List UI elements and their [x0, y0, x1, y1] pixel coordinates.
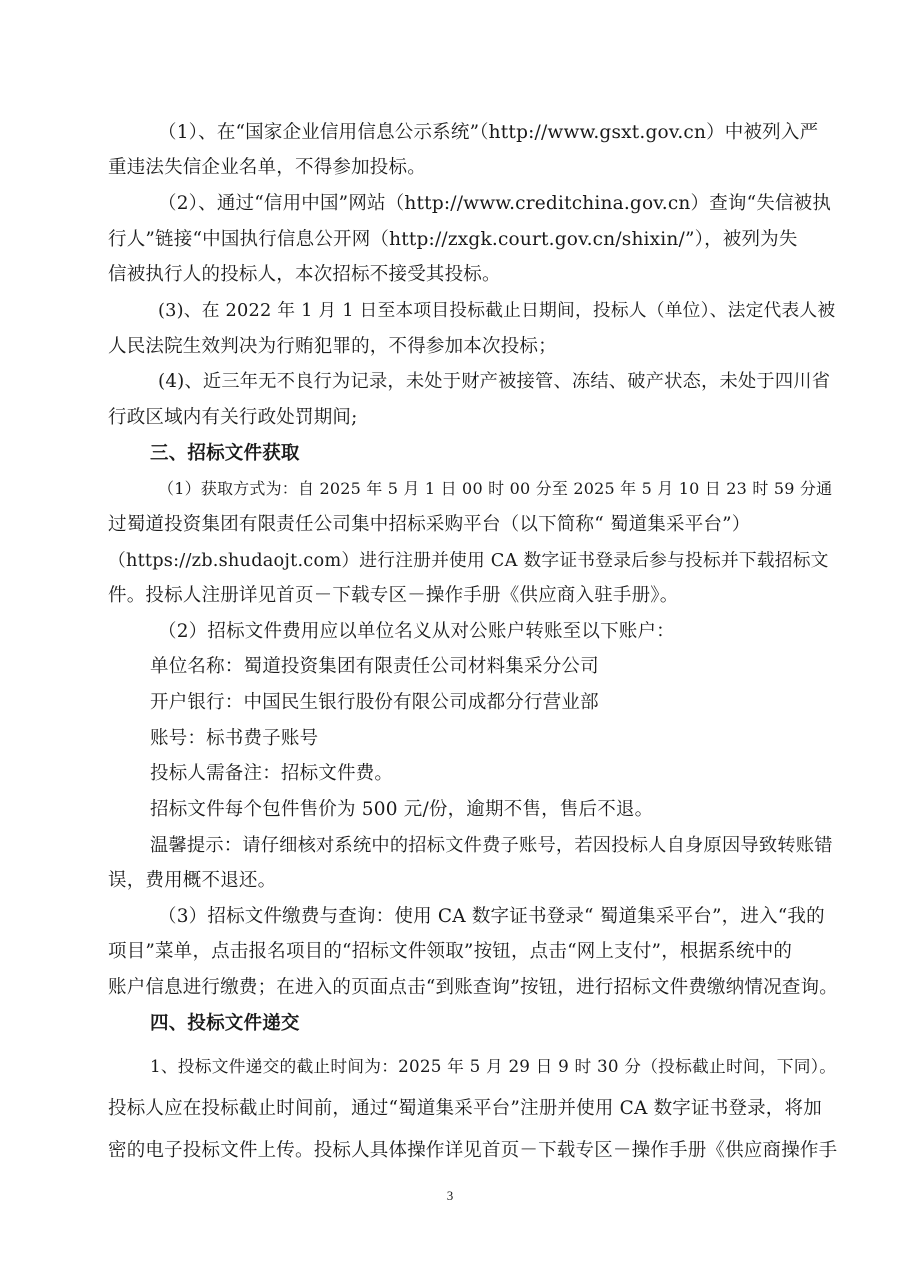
text-line-25: 账户信息进行缴费；在进入的页面点击“到账查询”按钮，进行招标文件费缴纳情况查询。 — [108, 977, 838, 998]
text-line-15: （2）招标文件费用应以单位名义从对公账户转账至以下账户： — [158, 621, 675, 642]
page-number: 3 — [446, 1188, 454, 1203]
text-line-2: 重违法失信企业名单，不得参加投标。 — [108, 157, 426, 178]
text-line-4: 行人”链接“中国执行信息公开网（http://zxgk.court.gov.cn/shixin/”），被列为失 — [108, 229, 798, 250]
text-line-21: 温馨提示：请仔细核对系统中的招标文件费子账号，若因投标人自身原因导致转账错 — [150, 835, 833, 856]
text-line-19: 投标人需备注：招标文件费。 — [150, 763, 394, 784]
text-line-22: 误，费用概不退还。 — [108, 870, 277, 891]
text-line-8: (4)、近三年无不良行为记录，未处于财产被接管、冻结、破产状态，未处于四川省 — [158, 371, 831, 392]
text-line-3: （2）、通过“信用中国”网站（http://www.creditchina.gov.cn）查询“失信被执 — [158, 193, 832, 214]
text-line-18: 账号：标书费子账号 — [150, 728, 319, 749]
text-line-28: 投标人应在投标截止时间前，通过“蜀道集采平台”注册并使用 CA 数字证书登录，将加 — [108, 1098, 822, 1119]
section-heading-4: 四、投标文件递交 — [150, 1013, 300, 1034]
text-line-11: （1）获取方式为：自 2025 年 5 月 1 日 00 时 00 分至 2025 年 5 月 10 日 23 时 59 分通 — [158, 479, 833, 498]
text-line-14: 件。投标人注册详见首页－下载专区－操作手册《供应商入驻手册》。 — [108, 585, 679, 606]
section-heading-3: 三、招标文件获取 — [150, 443, 300, 464]
text-line-16: 单位名称：蜀道投资集团有限责任公司材料集采分公司 — [150, 656, 599, 677]
text-line-29: 密的电子投标文件上传。投标人具体操作详见首页－下载专区－操作手册《供应商操作手 — [108, 1140, 838, 1161]
text-line-24: 项目”菜单，点击报名项目的“招标文件领取”按钮，点击“网上支付”，根据系统中的 — [108, 941, 793, 962]
text-line-27: 1、投标文件递交的截止时间为：2025 年 5 月 29 日 9 时 30 分（投标截止时间，下同）。 — [150, 1056, 837, 1076]
text-line-20: 招标文件每个包件售价为 500 元/份，逾期不售，售后不退。 — [150, 799, 654, 820]
text-line-5: 信被执行人的投标人，本次招标不接受其投标。 — [108, 264, 501, 285]
text-line-1: （1）、在“国家企业信用信息公示系统”（http://www.gsxt.gov.cn）中被列入严 — [158, 122, 819, 143]
text-line-6: (3)、在 2022 年 1 月 1 日至本项目投标截止日期间，投标人（单位）、法定代表人被 — [158, 301, 836, 321]
text-line-23: （3）招标文件缴费与查询：使用 CA 数字证书登录“ 蜀道集采平台”，进入“我的 — [158, 906, 825, 927]
text-line-13: （https://zb.shudaojt.com）进行注册并使用 CA 数字证书登录后参与投标并下载招标文 — [108, 551, 829, 571]
text-line-7: 人民法院生效判决为行贿犯罪的，不得参加本次投标； — [108, 336, 557, 357]
text-line-12: 过蜀道投资集团有限责任公司集中招标采购平台（以下简称“ 蜀道集采平台”） — [108, 514, 751, 535]
text-line-9: 行政区域内有关行政处罚期间; — [108, 407, 358, 428]
text-line-17: 开户银行：中国民生银行股份有限公司成都分行营业部 — [150, 692, 599, 713]
